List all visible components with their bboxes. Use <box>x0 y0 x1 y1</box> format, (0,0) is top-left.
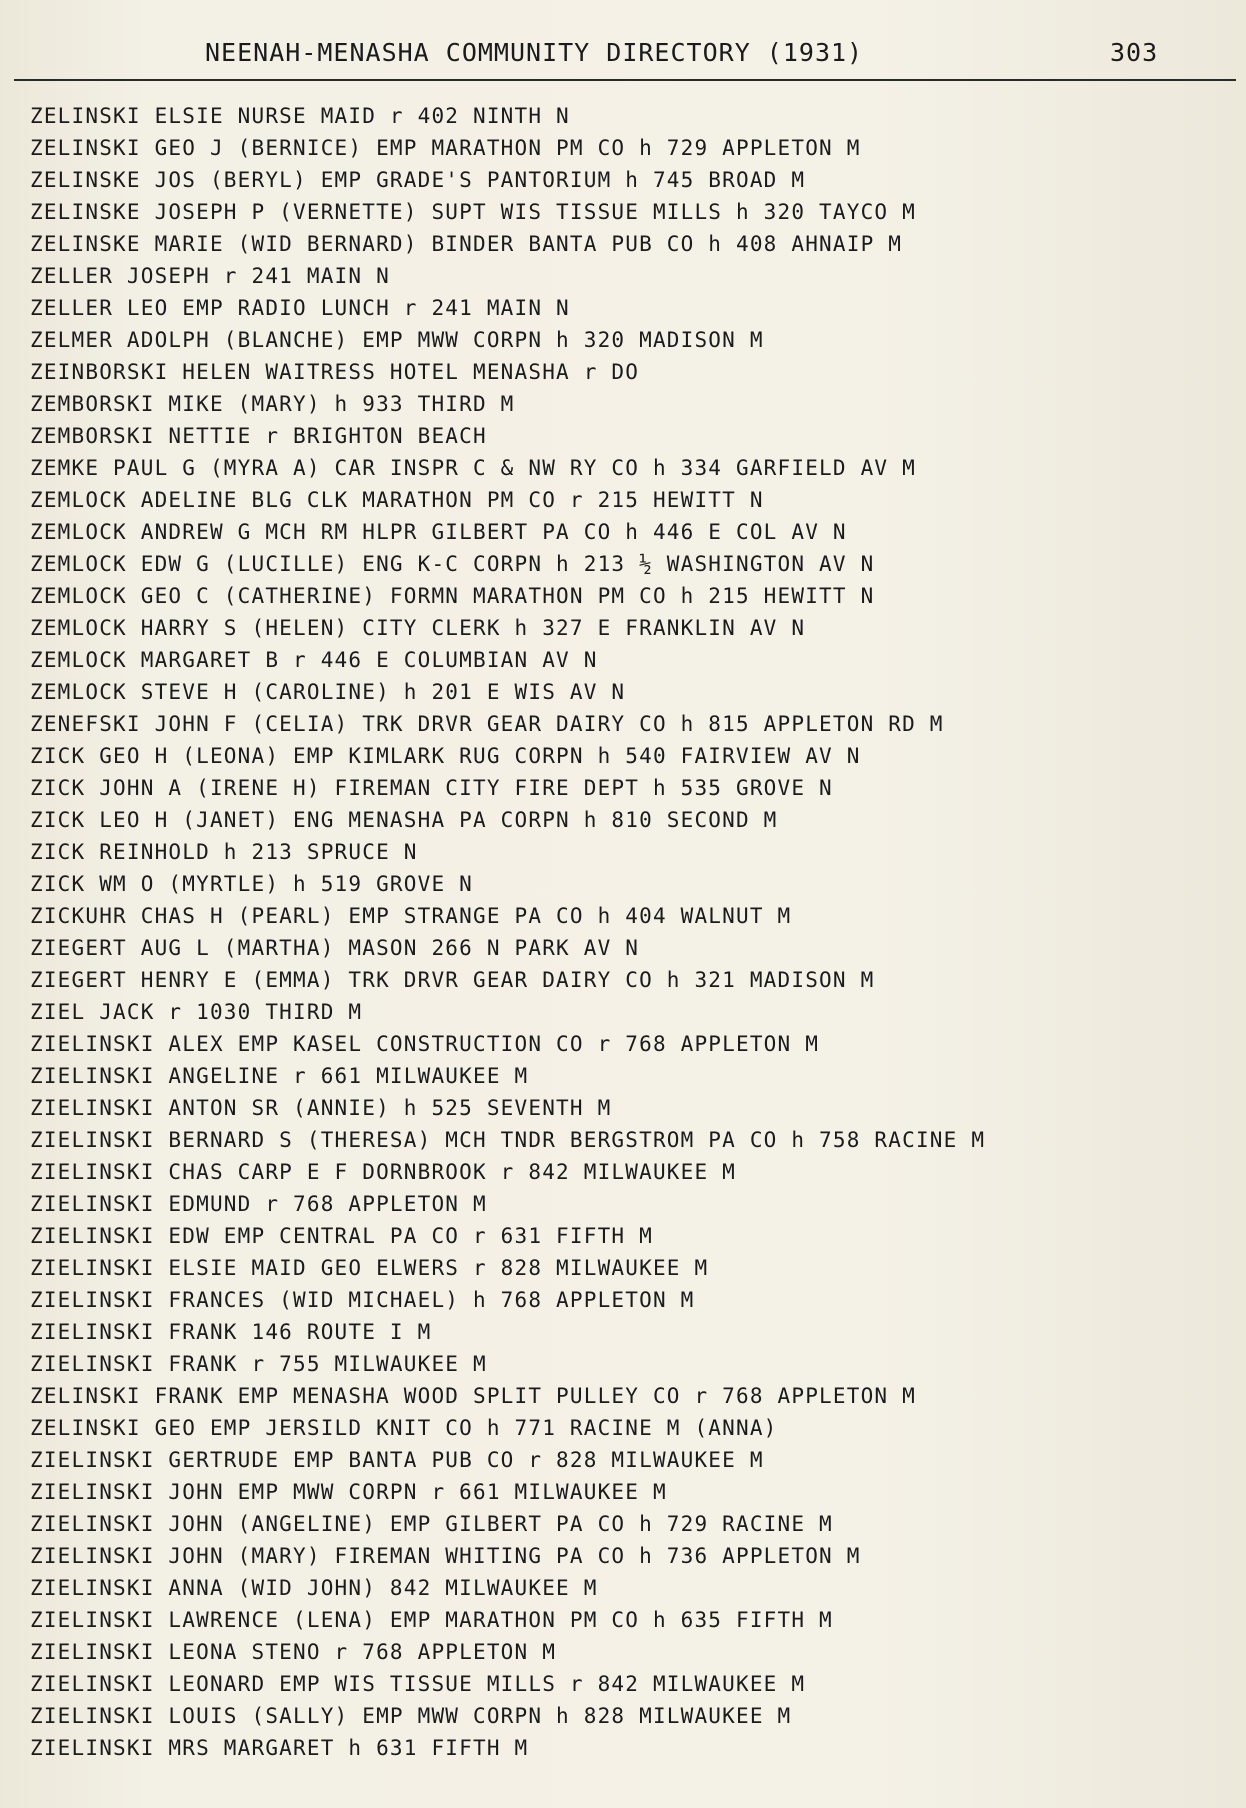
directory-entry: ZICK GEO H (LEONA) EMP KIMLARK RUG CORPN h 540 FAIRVIEW AV N <box>30 744 861 768</box>
directory-entry: ZICK JOHN A (IRENE H) FIREMAN CITY FIRE DEPT h 535 GROVE N <box>30 776 833 800</box>
page-number: 303 <box>1110 38 1159 67</box>
directory-entry: ZEMLOCK GEO C (CATHERINE) FORMN MARATHON PM CO h 215 HEWITT N <box>30 584 875 608</box>
directory-entry: ZIELINSKI ELSIE MAID GEO ELWERS r 828 MILWAUKEE M <box>30 1256 709 1280</box>
directory-entry: ZIELINSKI FRANK r 755 MILWAUKEE M <box>30 1352 487 1376</box>
directory-entry: ZEMBORSKI MIKE (MARY) h 933 THIRD M <box>30 392 515 416</box>
directory-entry: ZIELINSKI BERNARD S (THERESA) MCH TNDR BERGSTROM PA CO h 758 RACINE M <box>30 1128 986 1152</box>
directory-entry: ZEMBORSKI NETTIE r BRIGHTON BEACH <box>30 424 487 448</box>
directory-entry: ZIEL JACK r 1030 THIRD M <box>30 1000 363 1024</box>
directory-entry: ZIELINSKI GERTRUDE EMP BANTA PUB CO r 828 MILWAUKEE M <box>30 1448 764 1472</box>
directory-entry: ZEMKE PAUL G (MYRA A) CAR INSPR C & NW RY CO h 334 GARFIELD AV M <box>30 456 916 480</box>
directory-entry: ZIELINSKI EDMUND r 768 APPLETON M <box>30 1192 487 1216</box>
directory-entry: ZICK WM O (MYRTLE) h 519 GROVE N <box>30 872 473 896</box>
directory-entry: ZIELINSKI LEONARD EMP WIS TISSUE MILLS r 842 MILWAUKEE M <box>30 1672 806 1696</box>
directory-entry: ZELINSKE JOS (BERYL) EMP GRADE'S PANTORIUM h 745 BROAD M <box>30 168 806 192</box>
directory-entry: ZIELINSKI ANNA (WID JOHN) 842 MILWAUKEE M <box>30 1576 598 1600</box>
directory-entry: ZEMLOCK ANDREW G MCH RM HLPR GILBERT PA CO h 446 E COL AV N <box>30 520 847 544</box>
directory-entry: ZIELINSKI ANGELINE r 661 MILWAUKEE M <box>30 1064 529 1088</box>
directory-entry: ZEMLOCK ADELINE BLG CLK MARATHON PM CO r 215 HEWITT N <box>30 488 764 512</box>
directory-entry: ZELINSKE MARIE (WID BERNARD) BINDER BANTA PUB CO h 408 AHNAIP M <box>30 232 903 256</box>
header-rule <box>14 79 1236 81</box>
directory-entry: ZIELINSKI JOHN EMP MWW CORPN r 661 MILWAUKEE M <box>30 1480 667 1504</box>
directory-entry: ZENEFSKI JOHN F (CELIA) TRK DRVR GEAR DAIRY CO h 815 APPLETON RD M <box>30 712 944 736</box>
directory-entry: ZIELINSKI FRANK 146 ROUTE I M <box>30 1320 432 1344</box>
directory-entry: ZIELINSKI MRS MARGARET h 631 FIFTH M <box>30 1736 529 1760</box>
directory-entry: ZELINSKI GEO J (BERNICE) EMP MARATHON PM CO h 729 APPLETON M <box>30 136 861 160</box>
page-header <box>0 38 1246 78</box>
directory-entry: ZELLER LEO EMP RADIO LUNCH r 241 MAIN N <box>30 296 570 320</box>
directory-entry: ZIELINSKI JOHN (MARY) FIREMAN WHITING PA CO h 736 APPLETON M <box>30 1544 861 1568</box>
directory-entry: ZIEGERT HENRY E (EMMA) TRK DRVR GEAR DAIRY CO h 321 MADISON M <box>30 968 875 992</box>
directory-entry: ZIELINSKI LAWRENCE (LENA) EMP MARATHON PM CO h 635 FIFTH M <box>30 1608 833 1632</box>
directory-entry: ZIELINSKI JOHN (ANGELINE) EMP GILBERT PA CO h 729 RACINE M <box>30 1512 833 1536</box>
directory-entry: ZELINSKI GEO EMP JERSILD KNIT CO h 771 RACINE M (ANNA) <box>30 1416 778 1440</box>
directory-entry: ZEMLOCK STEVE H (CAROLINE) h 201 E WIS AV N <box>30 680 626 704</box>
directory-entry: ZIELINSKI FRANCES (WID MICHAEL) h 768 APPLETON M <box>30 1288 695 1312</box>
directory-entry: ZELMER ADOLPH (BLANCHE) EMP MWW CORPN h 320 MADISON M <box>30 328 764 352</box>
directory-entry: ZICKUHR CHAS H (PEARL) EMP STRANGE PA CO h 404 WALNUT M <box>30 904 792 928</box>
directory-entry: ZICK LEO H (JANET) ENG MENASHA PA CORPN h 810 SECOND M <box>30 808 778 832</box>
directory-entry: ZIELINSKI LOUIS (SALLY) EMP MWW CORPN h 828 MILWAUKEE M <box>30 1704 792 1728</box>
directory-entry: ZIELINSKI CHAS CARP E F DORNBROOK r 842 MILWAUKEE M <box>30 1160 736 1184</box>
directory-entry: ZICK REINHOLD h 213 SPRUCE N <box>30 840 418 864</box>
directory-entry: ZIELINSKI LEONA STENO r 768 APPLETON M <box>30 1640 557 1664</box>
directory-entry: ZEMLOCK MARGARET B r 446 E COLUMBIAN AV N <box>30 648 598 672</box>
directory-entry: ZELINSKE JOSEPH P (VERNETTE) SUPT WIS TISSUE MILLS h 320 TAYCO M <box>30 200 916 224</box>
directory-entry: ZELINSKI FRANK EMP MENASHA WOOD SPLIT PULLEY CO r 768 APPLETON M <box>30 1384 916 1408</box>
directory-entry: ZELINSKI ELSIE NURSE MAID r 402 NINTH N <box>30 104 570 128</box>
directory-entry: ZEINBORSKI HELEN WAITRESS HOTEL MENASHA r DO <box>30 360 640 384</box>
directory-entry: ZIELINSKI ANTON SR (ANNIE) h 525 SEVENTH M <box>30 1096 612 1120</box>
directory-entry: ZIELINSKI ALEX EMP KASEL CONSTRUCTION CO r 768 APPLETON M <box>30 1032 820 1056</box>
directory-entries <box>30 100 1240 1764</box>
directory-entry: ZEMLOCK HARRY S (HELEN) CITY CLERK h 327 E FRANKLIN AV N <box>30 616 806 640</box>
directory-entry: ZIELINSKI EDW EMP CENTRAL PA CO r 631 FIFTH M <box>30 1224 653 1248</box>
directory-entry: ZELLER JOSEPH r 241 MAIN N <box>30 264 390 288</box>
directory-entry: ZEMLOCK EDW G (LUCILLE) ENG K-C CORPN h 213 ½ WASHINGTON AV N <box>30 552 875 576</box>
directory-title: NEENAH-MENASHA COMMUNITY DIRECTORY (1931) <box>205 38 864 67</box>
directory-entry: ZIEGERT AUG L (MARTHA) MASON 266 N PARK AV N <box>30 936 640 960</box>
